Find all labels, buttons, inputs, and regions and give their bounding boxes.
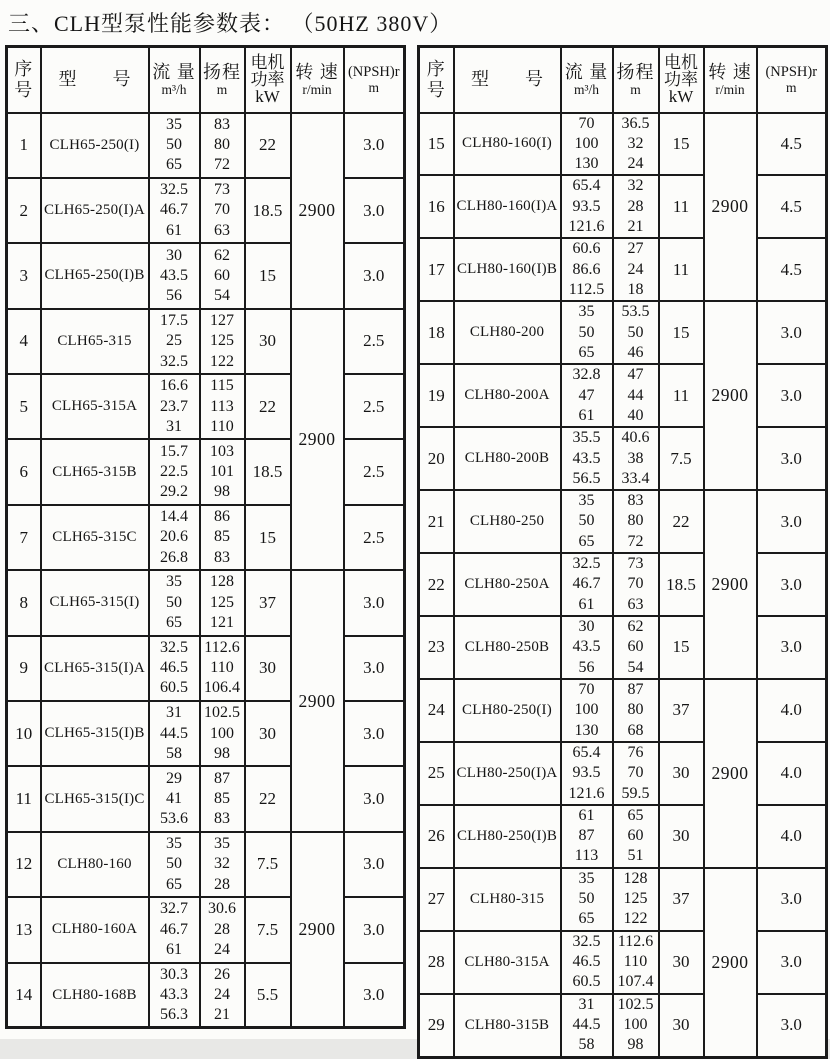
table-row (419, 238, 827, 301)
row-no-cell: 25 (419, 742, 454, 805)
header-no (7, 47, 41, 113)
row-no-cell: 23 (419, 616, 454, 679)
head-cell: 87 80 68 (613, 679, 659, 742)
npsh-cell: 4.0 (757, 679, 827, 742)
table-row (419, 364, 827, 427)
head-cell: 36.5 32 24 (613, 113, 659, 176)
table-row (419, 113, 827, 176)
row-no-cell: 4 (7, 309, 41, 374)
row-no-cell: 26 (419, 805, 454, 868)
head-cell: 128 125 122 (613, 868, 659, 931)
header-power-label: 电机 功率 kW (250, 52, 285, 107)
header-head-unit: m (216, 81, 228, 97)
npsh-cell: 2.5 (344, 505, 405, 570)
header-speed-unit: r/min (302, 81, 332, 97)
row-no-cell: 3 (7, 243, 41, 308)
npsh-cell: 4.5 (757, 175, 827, 238)
power-cell: 15 (245, 505, 291, 570)
row-no-cell: 5 (7, 374, 41, 439)
power-cell: 30 (659, 994, 704, 1057)
table-row (419, 679, 827, 742)
header-head-unit: m (630, 81, 641, 97)
row-no-cell: 8 (7, 570, 41, 635)
header-flow (561, 47, 613, 113)
model-cell: CLH65-250(I) (41, 113, 149, 178)
model-cell: CLH80-315A (454, 931, 561, 994)
flow-cell: 35 50 65 (561, 868, 613, 931)
npsh-cell: 2.5 (344, 439, 405, 504)
power-cell: 30 (245, 701, 291, 766)
npsh-cell: 3.0 (757, 553, 827, 616)
pump-table-left (5, 45, 406, 1029)
row-no-cell: 27 (419, 868, 454, 931)
power-cell: 15 (659, 301, 704, 364)
header-npsh (757, 47, 827, 113)
flow-cell: 16.6 23.7 31 (149, 374, 200, 439)
power-cell: 37 (245, 570, 291, 635)
flow-cell: 29 41 53.6 (149, 766, 200, 831)
header-speed-label: 转 速 (295, 61, 339, 82)
npsh-cell: 3.0 (757, 616, 827, 679)
power-cell: 30 (659, 805, 704, 868)
power-cell: 7.5 (659, 427, 704, 490)
header-npsh-label: (NPSH)r (765, 63, 818, 80)
npsh-cell: 3.0 (757, 427, 827, 490)
table-row (419, 805, 827, 868)
head-cell: 47 44 40 (613, 364, 659, 427)
table-row (7, 897, 405, 962)
table-row (7, 701, 405, 766)
table-row (7, 113, 405, 178)
flow-cell: 65.4 93.5 121.6 (561, 175, 613, 238)
row-no-cell: 14 (7, 963, 41, 1028)
npsh-cell: 3.0 (344, 832, 405, 897)
head-cell: 65 60 51 (613, 805, 659, 868)
flow-cell: 17.5 25 32.5 (149, 309, 200, 374)
power-cell: 37 (659, 679, 704, 742)
row-no-cell: 10 (7, 701, 41, 766)
head-cell: 83 80 72 (200, 113, 245, 178)
row-no-cell: 13 (7, 897, 41, 962)
flow-cell: 35.5 43.5 56.5 (561, 427, 613, 490)
flow-cell: 14.4 20.6 26.8 (149, 505, 200, 570)
pump-table-right (417, 45, 828, 1059)
flow-cell: 35 50 65 (561, 490, 613, 553)
table-row (7, 636, 405, 701)
head-cell: 102.5 100 98 (200, 701, 245, 766)
model-cell: CLH80-200A (454, 364, 561, 427)
table-row (7, 374, 405, 439)
model-cell: CLH80-250(I) (454, 679, 561, 742)
table-row (419, 868, 827, 931)
flow-cell: 60.6 86.6 112.5 (561, 238, 613, 301)
table-row (419, 742, 827, 805)
head-cell: 73 70 63 (613, 553, 659, 616)
head-cell: 30.6 28 24 (200, 897, 245, 962)
model-cell: CLH80-250A (454, 553, 561, 616)
speed-cell: 2900 (291, 309, 344, 571)
model-cell: CLH80-160(I) (454, 113, 561, 176)
header-power-label: 电机 功率 kW (664, 52, 698, 107)
table-row (419, 175, 827, 238)
head-cell: 128 125 121 (200, 570, 245, 635)
flow-cell: 30 43.5 56 (561, 616, 613, 679)
table-row (7, 963, 405, 1028)
model-cell: CLH80-250 (454, 490, 561, 553)
head-cell: 103 101 98 (200, 439, 245, 504)
table-row (7, 570, 405, 635)
speed-cell: 2900 (704, 868, 757, 1057)
npsh-cell: 3.0 (344, 636, 405, 701)
model-cell: CLH65-315B (41, 439, 149, 504)
npsh-cell: 3.0 (344, 113, 405, 178)
header-head (613, 47, 659, 113)
flow-cell: 35 50 65 (149, 113, 200, 178)
table-row (419, 616, 827, 679)
npsh-cell: 2.5 (344, 374, 405, 439)
header-speed (704, 47, 757, 113)
header-no (419, 47, 454, 113)
head-cell: 102.5 100 98 (613, 994, 659, 1057)
head-cell: 53.5 50 46 (613, 301, 659, 364)
power-cell: 7.5 (245, 832, 291, 897)
page-title: 三、CLH型泵性能参数表： （50HZ 380V） (8, 11, 453, 36)
header-npsh-unit: m (368, 79, 379, 95)
header-head-label: 扬程 (203, 61, 241, 82)
speed-cell: 2900 (291, 832, 344, 1028)
row-no-cell: 6 (7, 439, 41, 504)
model-cell: CLH65-250(I)B (41, 243, 149, 308)
power-cell: 15 (659, 616, 704, 679)
head-cell: 86 85 83 (200, 505, 245, 570)
model-cell: CLH80-200 (454, 301, 561, 364)
power-cell: 22 (245, 374, 291, 439)
flow-cell: 65.4 93.5 121.6 (561, 742, 613, 805)
speed-cell: 2900 (704, 301, 757, 490)
flow-cell: 31 44.5 58 (149, 701, 200, 766)
power-cell: 22 (245, 113, 291, 178)
row-no-cell: 28 (419, 931, 454, 994)
npsh-cell: 2.5 (344, 309, 405, 374)
table-row (419, 301, 827, 364)
header-npsh (344, 47, 405, 113)
head-cell: 32 28 21 (613, 175, 659, 238)
header-npsh-label: (NPSH)r (347, 63, 400, 80)
head-cell: 87 85 83 (200, 766, 245, 831)
model-cell: CLH80-250(I)B (454, 805, 561, 868)
speed-cell: 2900 (704, 679, 757, 868)
table-row (419, 490, 827, 553)
model-cell: CLH80-160(I)A (454, 175, 561, 238)
power-cell: 22 (659, 490, 704, 553)
speed-cell: 2900 (704, 113, 757, 302)
npsh-cell: 3.0 (344, 178, 405, 243)
flow-cell: 30 43.5 56 (149, 243, 200, 308)
header-flow-unit: m³/h (573, 81, 600, 97)
model-cell: CLH65-315 (41, 309, 149, 374)
flow-cell: 70 100 130 (561, 113, 613, 176)
flow-cell: 35 50 65 (561, 301, 613, 364)
header-head-label: 扬程 (616, 61, 655, 82)
npsh-cell: 3.0 (344, 243, 405, 308)
flow-cell: 35 50 65 (149, 832, 200, 897)
header-row (7, 47, 405, 113)
npsh-cell: 4.5 (757, 238, 827, 301)
flow-cell: 32.5 46.7 61 (149, 178, 200, 243)
power-cell: 5.5 (245, 963, 291, 1028)
header-model-label: 型 号 (471, 69, 543, 90)
flow-cell: 35 50 65 (149, 570, 200, 635)
head-cell: 40.6 38 33.4 (613, 427, 659, 490)
power-cell: 15 (245, 243, 291, 308)
head-cell: 83 80 72 (613, 490, 659, 553)
model-cell: CLH80-160 (41, 832, 149, 897)
head-cell: 127 125 122 (200, 309, 245, 374)
header-flow-unit: m³/h (161, 81, 187, 97)
head-cell: 112.6 110 107.4 (613, 931, 659, 994)
table-row (7, 243, 405, 308)
model-cell: CLH80-160A (41, 897, 149, 962)
header-no-label: 序 号 (14, 58, 34, 100)
model-cell: CLH65-315A (41, 374, 149, 439)
header-model (41, 47, 149, 113)
header-no-label: 序 号 (426, 58, 446, 100)
header-speed (291, 47, 344, 113)
header-head (200, 47, 245, 113)
npsh-cell: 4.0 (757, 742, 827, 805)
npsh-cell: 3.0 (344, 897, 405, 962)
model-cell: CLH80-250(I)A (454, 742, 561, 805)
header-power (245, 47, 291, 113)
flow-cell: 32.7 46.7 61 (149, 897, 200, 962)
power-cell: 30 (659, 931, 704, 994)
row-no-cell: 1 (7, 113, 41, 178)
table-row (419, 553, 827, 616)
row-no-cell: 7 (7, 505, 41, 570)
flow-cell: 70 100 130 (561, 679, 613, 742)
header-model (454, 47, 561, 113)
header-power (659, 47, 704, 113)
row-no-cell: 19 (419, 364, 454, 427)
table-row (7, 766, 405, 831)
flow-cell: 31 44.5 58 (561, 994, 613, 1057)
table-row (419, 931, 827, 994)
model-cell: CLH80-200B (454, 427, 561, 490)
power-cell: 30 (245, 309, 291, 374)
row-no-cell: 17 (419, 238, 454, 301)
head-cell: 73 70 63 (200, 178, 245, 243)
power-cell: 37 (659, 868, 704, 931)
row-no-cell: 18 (419, 301, 454, 364)
flow-cell: 32.5 46.5 60.5 (561, 931, 613, 994)
flow-cell: 30.3 43.3 56.3 (149, 963, 200, 1028)
npsh-cell: 3.0 (344, 570, 405, 635)
npsh-cell: 4.0 (757, 805, 827, 868)
row-no-cell: 16 (419, 175, 454, 238)
speed-cell: 2900 (291, 570, 344, 832)
npsh-cell: 3.0 (344, 766, 405, 831)
model-cell: CLH80-160(I)B (454, 238, 561, 301)
header-speed-label: 转 速 (708, 61, 752, 82)
power-cell: 18.5 (245, 178, 291, 243)
table-row (419, 427, 827, 490)
row-no-cell: 15 (419, 113, 454, 176)
head-cell: 62 60 54 (613, 616, 659, 679)
model-cell: CLH65-250(I)A (41, 178, 149, 243)
model-cell: CLH80-315 (454, 868, 561, 931)
power-cell: 11 (659, 175, 704, 238)
head-cell: 76 70 59.5 (613, 742, 659, 805)
row-no-cell: 11 (7, 766, 41, 831)
header-speed-unit: r/min (715, 81, 745, 97)
npsh-cell: 3.0 (757, 994, 827, 1057)
header-flow-label: 流 量 (564, 61, 609, 82)
power-cell: 11 (659, 364, 704, 427)
flow-cell: 32.5 46.7 61 (561, 553, 613, 616)
header-model-label: 型 号 (58, 69, 131, 90)
model-cell: CLH65-315C (41, 505, 149, 570)
npsh-cell: 3.0 (757, 931, 827, 994)
model-cell: CLH80-168B (41, 963, 149, 1028)
head-cell: 27 24 18 (613, 238, 659, 301)
table-row (419, 994, 827, 1057)
head-cell: 62 60 54 (200, 243, 245, 308)
table-row (7, 309, 405, 374)
power-cell: 15 (659, 113, 704, 176)
row-no-cell: 21 (419, 490, 454, 553)
tables-container (0, 38, 830, 1059)
head-cell: 26 24 21 (200, 963, 245, 1028)
head-cell: 112.6 110 106.4 (200, 636, 245, 701)
power-cell: 7.5 (245, 897, 291, 962)
header-flow (149, 47, 200, 113)
model-cell: CLH80-250B (454, 616, 561, 679)
row-no-cell: 24 (419, 679, 454, 742)
npsh-cell: 3.0 (757, 301, 827, 364)
row-no-cell: 12 (7, 832, 41, 897)
npsh-cell: 3.0 (757, 868, 827, 931)
model-cell: CLH65-315(I) (41, 570, 149, 635)
power-cell: 30 (245, 636, 291, 701)
npsh-cell: 3.0 (344, 963, 405, 1028)
power-cell: 11 (659, 238, 704, 301)
flow-cell: 61 87 113 (561, 805, 613, 868)
row-no-cell: 2 (7, 178, 41, 243)
header-row (419, 47, 827, 113)
table-row (7, 439, 405, 504)
row-no-cell: 29 (419, 994, 454, 1057)
flow-cell: 15.7 22.5 29.2 (149, 439, 200, 504)
table-row (7, 505, 405, 570)
npsh-cell: 3.0 (757, 490, 827, 553)
model-cell: CLH80-315B (454, 994, 561, 1057)
npsh-cell: 3.0 (344, 701, 405, 766)
table-row (7, 178, 405, 243)
head-cell: 35 32 28 (200, 832, 245, 897)
power-cell: 30 (659, 742, 704, 805)
power-cell: 18.5 (659, 553, 704, 616)
npsh-cell: 3.0 (757, 364, 827, 427)
power-cell: 22 (245, 766, 291, 831)
row-no-cell: 20 (419, 427, 454, 490)
header-flow-label: 流 量 (152, 61, 196, 82)
row-no-cell: 9 (7, 636, 41, 701)
npsh-cell: 4.5 (757, 113, 827, 176)
speed-cell: 2900 (291, 113, 344, 309)
model-cell: CLH65-315(I)C (41, 766, 149, 831)
row-no-cell: 22 (419, 553, 454, 616)
head-cell: 115 113 110 (200, 374, 245, 439)
model-cell: CLH65-315(I)A (41, 636, 149, 701)
speed-cell: 2900 (704, 490, 757, 679)
table-row (7, 832, 405, 897)
power-cell: 18.5 (245, 439, 291, 504)
flow-cell: 32.8 47 61 (561, 364, 613, 427)
flow-cell: 32.5 46.5 60.5 (149, 636, 200, 701)
header-npsh-unit: m (785, 79, 797, 95)
model-cell: CLH65-315(I)B (41, 701, 149, 766)
